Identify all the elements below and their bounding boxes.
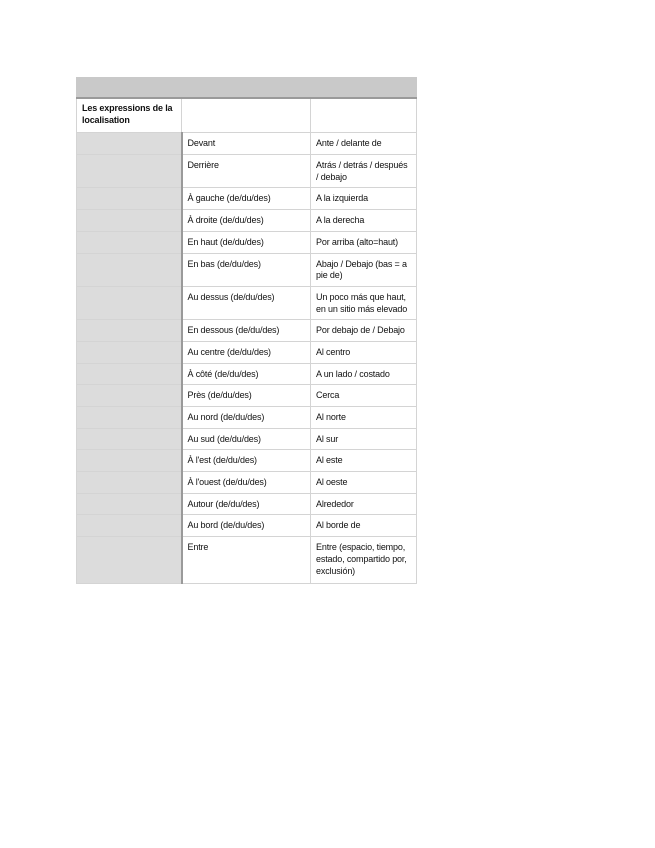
french-expression-cell[interactable]: Près (de/du/des): [182, 385, 311, 407]
spanish-translation-cell[interactable]: A la derecha: [311, 210, 417, 232]
row-left-cell[interactable]: [77, 472, 182, 494]
french-expression-cell[interactable]: Au centre (de/du/des): [182, 341, 311, 363]
header-cell-2[interactable]: [182, 78, 311, 99]
table-row: [77, 385, 417, 407]
table-row: [77, 407, 417, 429]
spanish-translation-cell[interactable]: Al borde de: [311, 515, 417, 537]
table-row: [77, 472, 417, 494]
section-label[interactable]: Les expressions de la localisation: [77, 98, 182, 133]
table-row: [77, 341, 417, 363]
french-expression-cell[interactable]: Autour (de/du/des): [182, 493, 311, 515]
empty-cell[interactable]: [182, 98, 311, 133]
spanish-translation-cell[interactable]: Al este: [311, 450, 417, 472]
french-expression-cell[interactable]: Derrière: [182, 155, 311, 188]
french-expression-cell[interactable]: Au sud (de/du/des): [182, 428, 311, 450]
row-left-cell[interactable]: [77, 515, 182, 537]
french-expression-cell[interactable]: Au dessus (de/du/des): [182, 286, 311, 319]
row-left-cell[interactable]: [77, 537, 182, 584]
row-left-cell[interactable]: [77, 428, 182, 450]
header-row: [77, 78, 417, 99]
spanish-translation-cell[interactable]: Al oeste: [311, 472, 417, 494]
french-expression-cell[interactable]: À côté (de/du/des): [182, 363, 311, 385]
french-expression-cell[interactable]: À l'ouest (de/du/des): [182, 472, 311, 494]
row-left-cell[interactable]: [77, 407, 182, 429]
row-left-cell[interactable]: [77, 450, 182, 472]
table-row: [77, 133, 417, 155]
table-row: [77, 231, 417, 253]
french-expression-cell[interactable]: Au nord (de/du/des): [182, 407, 311, 429]
row-left-cell[interactable]: [77, 253, 182, 286]
section-row: [77, 98, 417, 133]
french-expression-cell[interactable]: En bas (de/du/des): [182, 253, 311, 286]
row-left-cell[interactable]: [77, 493, 182, 515]
row-left-cell[interactable]: [77, 188, 182, 210]
spanish-translation-cell[interactable]: Abajo / Debajo (bas = a pie de): [311, 253, 417, 286]
row-left-cell[interactable]: [77, 385, 182, 407]
table-row: [77, 188, 417, 210]
row-left-cell[interactable]: [77, 341, 182, 363]
table-row: [77, 493, 417, 515]
spanish-translation-cell[interactable]: A un lado / costado: [311, 363, 417, 385]
table-row: [77, 286, 417, 319]
spanish-translation-cell[interactable]: Un poco más que haut, en un sitio más elevado: [311, 286, 417, 319]
table-row: [77, 253, 417, 286]
french-expression-cell[interactable]: Entre: [182, 537, 311, 584]
header-cell-1[interactable]: [77, 78, 182, 99]
spanish-translation-cell[interactable]: Alrededor: [311, 493, 417, 515]
french-expression-cell[interactable]: Au bord (de/du/des): [182, 515, 311, 537]
spanish-translation-cell[interactable]: Por arriba (alto=haut): [311, 231, 417, 253]
spanish-translation-cell[interactable]: Al norte: [311, 407, 417, 429]
spanish-translation-cell[interactable]: Al centro: [311, 341, 417, 363]
table-row: [77, 428, 417, 450]
row-left-cell[interactable]: [77, 210, 182, 232]
row-left-cell[interactable]: [77, 155, 182, 188]
french-expression-cell[interactable]: Devant: [182, 133, 311, 155]
table-row: [77, 320, 417, 342]
table-row: [77, 450, 417, 472]
spanish-translation-cell[interactable]: Cerca: [311, 385, 417, 407]
row-left-cell[interactable]: [77, 320, 182, 342]
french-expression-cell[interactable]: En dessous (de/du/des): [182, 320, 311, 342]
row-left-cell[interactable]: [77, 231, 182, 253]
spanish-translation-cell[interactable]: Entre (espacio, tiempo, estado, compartido por, exclusión): [311, 537, 417, 584]
spanish-translation-cell[interactable]: Por debajo de / Debajo: [311, 320, 417, 342]
french-expression-cell[interactable]: À droite (de/du/des): [182, 210, 311, 232]
header-cell-3[interactable]: [311, 78, 417, 99]
french-expression-cell[interactable]: À gauche (de/du/des): [182, 188, 311, 210]
french-expression-cell[interactable]: En haut (de/du/des): [182, 231, 311, 253]
spanish-translation-cell[interactable]: A la izquierda: [311, 188, 417, 210]
table-row: [77, 515, 417, 537]
table-row: [77, 363, 417, 385]
table-row: [77, 210, 417, 232]
localisation-table: [76, 77, 417, 584]
french-expression-cell[interactable]: À l'est (de/du/des): [182, 450, 311, 472]
row-left-cell[interactable]: [77, 133, 182, 155]
spanish-translation-cell[interactable]: Al sur: [311, 428, 417, 450]
spanish-translation-cell[interactable]: Ante / delante de: [311, 133, 417, 155]
table-row: [77, 537, 417, 584]
row-left-cell[interactable]: [77, 286, 182, 319]
spanish-translation-cell[interactable]: Atrás / detrás / después / debajo: [311, 155, 417, 188]
table-row: [77, 155, 417, 188]
empty-cell[interactable]: [311, 98, 417, 133]
row-left-cell[interactable]: [77, 363, 182, 385]
